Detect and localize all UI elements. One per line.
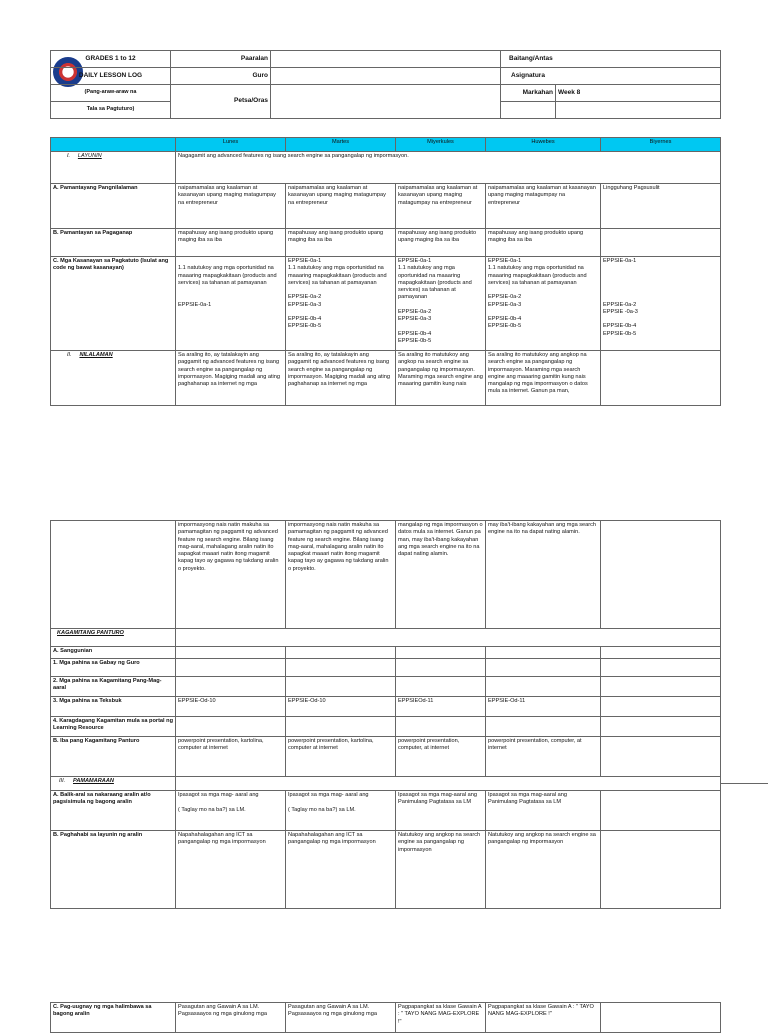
empty-cell bbox=[501, 102, 556, 119]
dll-label: DAILY LESSON LOG bbox=[51, 68, 171, 85]
subtitle-1: (Pang-araw-araw na bbox=[51, 85, 171, 102]
nilalaman-lunes: Sa araling ito, ay tatalakayin ang paggamit ng advanced features ng isang search engine sa pangangalap ng impormasyon. Magiging madali ang ating paghahanap sa internet ng mga bbox=[176, 351, 286, 406]
petsa-label: Petsa/Oras bbox=[171, 85, 271, 119]
asignatura-label: Asignatura bbox=[501, 68, 721, 85]
guro-label: Guro bbox=[171, 68, 271, 85]
pagaganap-biyernes bbox=[601, 229, 721, 257]
uugnay-miyerkules: Pagpapangkat sa klase Gawain A : " TAYO NANG MAG-EXPLORE !" bbox=[396, 1003, 486, 1033]
sanggunian-cell bbox=[396, 647, 486, 659]
sanggunian-label: A. Sanggunian bbox=[51, 647, 176, 659]
nilalaman-cont-huwebes: may iba't-ibang kakayahan ang mga search engine na ito na dapat nating alamin. bbox=[486, 521, 601, 629]
nilalaman-martes: Sa araling ito, ay tatalakayin ang paggamit ng advanced features ng isang search engine sa pangangalap ng impormasyon. Magiging madali ang ating paghahanap sa internet ng mga bbox=[286, 351, 396, 406]
karagdagan-cell bbox=[176, 717, 286, 737]
paghahabi-biyernes bbox=[601, 831, 721, 909]
lesson-table-part1 bbox=[50, 137, 721, 406]
baitang-label: Baitang/Antas bbox=[501, 51, 721, 68]
balik-label: A. Balik-aral sa nakaraang aralin at/o pagsisimula ng bagong aralin bbox=[51, 791, 176, 831]
gabay-cell bbox=[176, 659, 286, 677]
empty-cell bbox=[556, 102, 721, 119]
teksbuk-martes: EPPSIE-Od-10 bbox=[286, 697, 396, 717]
teksbuk-miyerkules: EPPSIEOd-11 bbox=[396, 697, 486, 717]
pagaganap-lunes: mapahusay ang isang produkto upang maging iba sa iba bbox=[176, 229, 286, 257]
sanggunian-cell bbox=[286, 647, 396, 659]
gabay-cell bbox=[486, 659, 601, 677]
balik-biyernes bbox=[601, 791, 721, 831]
kagamitang-cell bbox=[486, 677, 601, 697]
guro-field bbox=[271, 68, 501, 85]
pamantayang-biyernes: Lingguhang Pagsusulit bbox=[601, 184, 721, 229]
layunin-label bbox=[51, 152, 176, 184]
lesson-table-part3 bbox=[50, 1002, 721, 1033]
markahan-label: Markahan bbox=[501, 85, 556, 102]
day-biyernes: Biyernes bbox=[601, 138, 721, 152]
layunin-text: Nagagamit ang advanced features ng isang search engine sa pangangalap ng impormasyon. bbox=[176, 152, 721, 184]
teksbuk-biyernes bbox=[601, 697, 721, 717]
kagamitan-row bbox=[176, 629, 721, 647]
pamamaraan-title: PAMAMARAAN bbox=[73, 778, 114, 784]
grades-label: GRADES 1 to 12 bbox=[51, 51, 171, 68]
iba-lunes: powerpoint presentation, kartolina, computer at internet bbox=[176, 737, 286, 777]
balik-miyerkules: Ipasagot sa mga mag-aaral ang Panimulang Pagtatasa sa LM bbox=[396, 791, 486, 831]
kasanayan-biyernes: EPPSIE-0a-1 EPPSIE-0a-2 EPPSIE -0a-3 EPPSIE-0b-4 EPPSIE-0b-5 bbox=[601, 257, 721, 351]
pagaganap-martes: mapahusay ang isang produkto upang maging iba sa iba bbox=[286, 229, 396, 257]
balik-martes: Ipasagot sa mga mag- aaral ang ( Taglay mo na ba?) sa LM. bbox=[286, 791, 396, 831]
kasanayan-label: C. Mga Kasanayan sa Pagkatuto (Isulat ang code ng bawat kasanayan) bbox=[51, 257, 176, 351]
uugnay-lunes: Pasagutan ang Gawain A sa LM. Pagsasaayos ng mga ginulong mga bbox=[176, 1003, 286, 1033]
paghahabi-martes: Napahahalagahan ang ICT sa pangangalap ng mga impormasyon bbox=[286, 831, 396, 909]
paaralan-label: Paaralan bbox=[171, 51, 271, 68]
kasanayan-huwebes: EPPSIE-0a-1 1.1 natutukoy ang mga oportunidad na maaaring mapagkakitaan (products and services) sa tahanan at pamayanan EPPSIE-0a-2 EPPSIE-0a-3 EPPSIE-0b-4 EPPSIE-0b-5 bbox=[486, 257, 601, 351]
pagaganap-miyerkules: mapahusay ang isang produkto upang maging iba sa iba bbox=[396, 229, 486, 257]
gabay-cell bbox=[601, 659, 721, 677]
petsa-field bbox=[271, 85, 501, 119]
pagaganap-huwebes: mapahusay ang isang produkto upang maging iba sa iba bbox=[486, 229, 601, 257]
week-value: Week 8 bbox=[556, 85, 721, 102]
pamantayang-lunes: naipamamalas ang kaalaman at kasanayan upang maging matagumpay na entrepreneur bbox=[176, 184, 286, 229]
teksbuk-label: 3. Mga pahina sa Teksbuk bbox=[51, 697, 176, 717]
uugnay-huwebes: Pagpapangkat sa klase Gawain A : " TAYO NANG MAG-EXPLORE !" bbox=[486, 1003, 601, 1033]
sanggunian-cell bbox=[601, 647, 721, 659]
paghahabi-miyerkules: Natutukoy ang angkop na search engine sa pangangalap ng impormasyon bbox=[396, 831, 486, 909]
iba-biyernes bbox=[601, 737, 721, 777]
kagamitang-cell bbox=[601, 677, 721, 697]
gabay-cell bbox=[396, 659, 486, 677]
pagaganap-label: B. Pamantayan sa Pagaganap bbox=[51, 229, 176, 257]
pamantayang-label: A. Pamantayang Pangnilalaman bbox=[51, 184, 176, 229]
paghahabi-lunes: Napahahalagahan ang ICT sa pangangalap ng mga impormasyon bbox=[176, 831, 286, 909]
nilalaman-num: II. bbox=[67, 352, 72, 358]
kasanayan-miyerkules: EPPSIE-0a-1 1.1 natutukoy ang mga oportunidad na maaaring mapagkakitaan (products and services) sa tahanan at pamayanan EPPSIE-0a-2 EPPSIE-0a-3 EPPSIE-0b-4 EPPSIE-0b-5 bbox=[396, 257, 486, 351]
pamamaraan-row bbox=[176, 777, 721, 791]
iba-huwebes: powerpoint presentation, computer, at internet bbox=[486, 737, 601, 777]
teksbuk-lunes: EPPSIE-Od-10 bbox=[176, 697, 286, 717]
kagamitang-cell bbox=[396, 677, 486, 697]
karagdagan-cell bbox=[486, 717, 601, 737]
layunin-num: I. bbox=[67, 153, 71, 159]
nilalaman-cont-biyernes bbox=[601, 521, 721, 629]
nilalaman-label bbox=[51, 351, 176, 406]
iba-miyerkules: powerpoint presentation, computer, at internet bbox=[396, 737, 486, 777]
kasanayan-martes: EPPSIE-0a-1 1.1 natutukoy ang mga oportunidad na maaaring mapagkakitaan (products and services) sa tahanan at pamayanan EPPSIE-0a-2 EPPSIE-0a-3 EPPSIE-0b-4 EPPSIE-0b-5 bbox=[286, 257, 396, 351]
lesson-table-part2 bbox=[50, 520, 721, 909]
kasanayan-lunes: 1.1 natutukoy ang mga oportunidad na maaaring mapagkakitaan (products and services) sa tahanan at pamayanan EPPSIE-0a-1 bbox=[176, 257, 286, 351]
uugnay-biyernes bbox=[601, 1003, 721, 1033]
table-extension-line bbox=[720, 783, 768, 784]
pamantayang-huwebes: naipamamalas ang kaalaman at kasanayan upang maging matagumpay na entrepreneur bbox=[486, 184, 601, 229]
karagdagan-cell bbox=[601, 717, 721, 737]
teksbuk-huwebes: EPPSIE-Od-11 bbox=[486, 697, 601, 717]
karagdagan-cell bbox=[396, 717, 486, 737]
iba-martes: powerpoint presentation, kartolina, computer at internet bbox=[286, 737, 396, 777]
paghahabi-label: B. Paghahabi sa layunin ng aralin bbox=[51, 831, 176, 909]
uugnay-label: C. Pag-uugnay ng mga halimbawa sa bagong aralin bbox=[51, 1003, 176, 1033]
nilalaman-huwebes: Sa araling ito matutukoy ang angkop na search engine sa pangangalap ng impormasyon. Maraming mga search engine ang maaaring gamitin kung nais mangalap ng mga impormasyon o datos mula sa internet. Ganun pa man, bbox=[486, 351, 601, 406]
day-lunes: Lunes bbox=[176, 138, 286, 152]
kagamitan-label: KAGAMITANG PANTURO bbox=[51, 629, 176, 647]
day-huwebes: Huwebes bbox=[486, 138, 601, 152]
kagamitang-label: 2. Mga pahina sa Kagamitang Pang-Mag-aaral bbox=[51, 677, 176, 697]
layunin-title: LAYUNIN bbox=[77, 153, 102, 159]
nilalaman-cont-lunes: impormasyong nais natin makuha sa pamamagitan ng paggamit ng advanced feature ng search engine. Bilang isang mag-aaral, mahalagang aralin natin ito sapagkat maaari natin itong magamit kapag tayo ay gagawa ng takdang aralin o proyekto. bbox=[176, 521, 286, 629]
balik-lunes: Ipasagot sa mga mag- aaral ang ( Taglay mo na ba?) sa LM. bbox=[176, 791, 286, 831]
iba-label: B. Iba pang Kagamitang Panturo bbox=[51, 737, 176, 777]
pamamaraan-label bbox=[51, 777, 176, 791]
pamamaraan-num: III. bbox=[59, 778, 66, 784]
pamantayang-martes: naipamamalas ang kaalaman at kasanayan upang maging matagumpay na entrepreneur bbox=[286, 184, 396, 229]
nilalaman-cont-miyerkules: mangalap ng mga impormasyon o datos mula sa internet. Ganun pa man, may iba't-ibang kakayahan ang mga search engine na ito na dapat nating alamin. bbox=[396, 521, 486, 629]
gabay-cell bbox=[286, 659, 396, 677]
nilalaman-miyerkules: Sa araling ito matutukoy ang angkop na search engine sa pangangalap ng impormasyon. Maraming mga search engine ang maaaring gamitin kung nais bbox=[396, 351, 486, 406]
sanggunian-cell bbox=[486, 647, 601, 659]
gabay-label: 1. Mga pahina sa Gabay ng Guro bbox=[51, 659, 176, 677]
kagamitang-cell bbox=[286, 677, 396, 697]
uugnay-martes: Pasagutan ang Gawain A sa LM. Pagsasaayos ng mga ginulong mga bbox=[286, 1003, 396, 1033]
pamantayang-miyerkules: naipamamalas ang kaalaman at kasanayan upang maging matagumpay na entrepreneur bbox=[396, 184, 486, 229]
balik-huwebes: Ipasagot sa mga mag-aaral ang Panimulang Pagtatasa sa LM bbox=[486, 791, 601, 831]
karagdagan-cell bbox=[286, 717, 396, 737]
sanggunian-cell bbox=[176, 647, 286, 659]
paghahabi-huwebes: Natutukoy ang angkop na search engine sa pangangalap ng impormasyon bbox=[486, 831, 601, 909]
nilalaman-title: NILALAMAN bbox=[79, 352, 113, 358]
corner-cell bbox=[51, 138, 176, 152]
day-martes: Martes bbox=[286, 138, 396, 152]
day-miyerkules: Miyerkules bbox=[396, 138, 486, 152]
paaralan-field bbox=[271, 51, 501, 68]
kagamitang-cell bbox=[176, 677, 286, 697]
nilalaman-cont-martes: impormasyong nais natin makuha sa pamamagitan ng paggamit ng advanced feature ng search engine. Bilang isang mag-aaral, mahalagang aralin natin ito sapagkat maaari natin itong magamit kapag tayo ay gagawa ng takdang aralin o proyekto. bbox=[286, 521, 396, 629]
nilalaman-biyernes bbox=[601, 351, 721, 406]
nilalaman-cont-label bbox=[51, 521, 176, 629]
header-table bbox=[50, 50, 721, 119]
karagdagan-label: 4. Karagdagang Kagamitan mula sa portal ng Learning Resource bbox=[51, 717, 176, 737]
subtitle-2: Tala sa Pagtuturo) bbox=[51, 102, 171, 119]
